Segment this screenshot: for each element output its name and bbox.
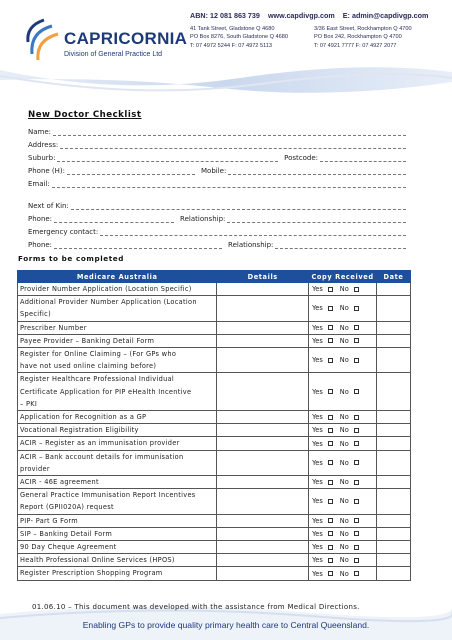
no-label: No [339,439,349,448]
date-cell[interactable] [377,567,411,580]
date-cell[interactable] [377,541,411,554]
date-cell[interactable] [377,514,411,527]
emergency-contact-row [28,224,408,236]
no-label: No [339,543,349,552]
office-gladstone-phone: T: 07 4972 5244 F: 07 4972 5113 [190,42,273,49]
form-name-line: SIP – Banking Detail Form [20,529,113,538]
date-cell[interactable] [377,373,411,411]
next-of-kin-label: Next of Kin: [28,202,69,210]
header-copy-received: Copy Received [309,271,377,283]
letterhead [0,0,452,96]
form-name-line: PIP- Part G Form [20,516,78,525]
form-name [18,489,217,514]
no-checkbox[interactable] [354,428,359,433]
yes-checkbox[interactable] [328,415,333,420]
yes-label: Yes [312,543,323,552]
date-cell[interactable] [377,437,411,450]
table-row [18,476,411,489]
form-name-line: 90 Day Cheque Agreement [20,543,117,552]
no-checkbox[interactable] [354,389,359,394]
details-cell[interactable] [217,476,309,489]
org-subtitle: Division of General Practice Ltd [64,51,163,58]
forms-heading: Forms to be completed [18,254,124,263]
table-row [18,411,411,424]
office-rockhampton-street: 3/36 East Street, Rockhampton Q 4700 [314,26,412,32]
email-row [28,176,408,188]
date-cell[interactable] [377,296,411,321]
form-name-line: Report (GPII020A) request [20,503,114,512]
copy-received-cell [309,450,377,475]
date-cell[interactable] [377,527,411,540]
suburb-row [28,150,408,162]
address-field[interactable] [60,142,406,149]
details-cell[interactable] [217,527,309,540]
footer-note: 01.06.10 – This document was developed with the assistance from Medical Directions. [32,603,360,611]
form-name-line: Health Professional Online Services (HPOS) [20,556,175,565]
details-cell[interactable] [217,321,309,334]
table-row [18,283,411,296]
no-label: No [339,304,349,313]
yes-label: Yes [312,556,323,565]
document-title: New Doctor Checklist [28,110,142,120]
office-gladstone-po: PO Box 8276, South Gladstone Q 4680 [190,34,288,41]
next-of-kin-row [28,198,408,210]
no-label: No [339,336,349,345]
footer-wave-graphic [0,592,452,640]
forms-table [17,270,411,581]
no-checkbox[interactable] [354,480,359,485]
date-cell[interactable] [377,554,411,567]
details-cell[interactable] [217,437,309,450]
no-checkbox[interactable] [354,531,359,536]
address-row [28,137,408,149]
yes-label: Yes [312,413,323,422]
form-name [18,450,217,475]
form-name-line: Certificate Application for PIP eHealth Incentive [20,387,192,396]
form-name [18,554,217,567]
form-name-line: provider [20,464,50,473]
copy-received-cell [309,424,377,437]
yes-label: Yes [312,323,323,332]
copy-received-cell [309,437,377,450]
form-name [18,373,217,411]
yes-checkbox[interactable] [328,499,333,504]
form-name [18,527,217,540]
table-row [18,489,411,514]
no-label: No [339,387,349,396]
table-header-row [18,271,411,283]
header-medicare-australia: Medicare Australia [18,271,217,283]
form-name [18,411,217,424]
yes-checkbox[interactable] [328,545,333,550]
form-name-line: Payee Provider – Banking Detail Form [20,336,155,345]
no-checkbox[interactable] [354,558,359,563]
website-link[interactable]: www.capdivgp.com [267,11,335,20]
table-row [18,514,411,527]
copy-received-cell [309,283,377,296]
phone-home-label: Phone (H): [28,167,65,175]
yes-label: Yes [312,356,323,365]
table-row [18,527,411,540]
office-gladstone-street: 41 Tank Street, Gladstone Q 4680 [190,26,275,32]
no-checkbox[interactable] [354,358,359,363]
form-name-line: Register Healthcare Professional Individual [20,375,175,384]
name-field[interactable] [53,129,406,136]
yes-checkbox[interactable] [328,428,333,433]
form-name-line: have not used online claiming before) [20,362,157,371]
header-details: Details [217,271,309,283]
phone-mobile-row [28,163,408,175]
table-row [18,321,411,334]
form-name [18,514,217,527]
no-checkbox[interactable] [354,415,359,420]
details-cell[interactable] [217,424,309,437]
table-row [18,348,411,373]
no-label: No [339,529,349,538]
form-name-line: ACIR - 46E agreement [20,478,99,487]
table-row [18,554,411,567]
date-cell[interactable] [377,348,411,373]
kin-phone-row [28,211,408,223]
no-checkbox[interactable] [354,499,359,504]
yes-checkbox[interactable] [328,571,333,576]
date-cell[interactable] [377,424,411,437]
form-name [18,296,217,321]
yes-checkbox[interactable] [328,518,333,523]
no-checkbox[interactable] [354,306,359,311]
header-date: Date [377,271,411,283]
emergency-phone-row [28,237,408,249]
details-cell[interactable] [217,283,309,296]
no-checkbox[interactable] [354,545,359,550]
yes-label: Yes [312,426,323,435]
yes-label: Yes [312,285,323,294]
details-cell[interactable] [217,450,309,475]
no-checkbox[interactable] [354,287,359,292]
no-checkbox[interactable] [354,325,359,330]
form-name-line: General Practice Immunisation Report Incentives [20,491,196,500]
date-cell[interactable] [377,489,411,514]
yes-checkbox[interactable] [328,287,333,292]
copy-received-cell [309,541,377,554]
yes-checkbox[interactable] [328,306,333,311]
emergency-contact-field[interactable] [100,229,406,236]
copy-received-cell [309,411,377,424]
yes-label: Yes [312,458,323,467]
form-name-line: Prescriber Number [20,323,87,332]
email-label: Email: [28,180,50,188]
form-name [18,567,217,580]
yes-label: Yes [312,387,323,396]
emergency-relationship-label: Relationship: [228,241,274,249]
no-label: No [339,323,349,332]
form-name [18,476,217,489]
yes-label: Yes [312,336,323,345]
yes-label: Yes [312,516,323,525]
office-rockhampton-phone: T: 07 4921 7777 F: 07 4927 2077 [314,42,397,49]
date-cell[interactable] [377,321,411,334]
no-label: No [339,516,349,525]
table-row [18,334,411,347]
form-name [18,283,217,296]
date-cell[interactable] [377,283,411,296]
form-name-line: ACIR – Register as an immunisation provider [20,439,180,448]
no-checkbox[interactable] [354,571,359,576]
form-name-line: Vocational Registration Eligibility [20,426,139,435]
form-name-line: Specific) [20,310,51,319]
table-row [18,373,411,411]
emergency-contact-label: Emergency contact: [28,228,99,236]
form-name [18,348,217,373]
copy-received-cell [309,489,377,514]
details-cell[interactable] [217,567,309,580]
no-label: No [339,413,349,422]
mobile-label: Mobile: [201,167,227,175]
no-label: No [339,458,349,467]
no-checkbox[interactable] [354,338,359,343]
contact-block [190,11,450,49]
office-rockhampton-po: PO Box 242, Rockhampton Q 4700 [314,34,402,41]
name-label: Name: [28,128,52,136]
kin-relationship-field[interactable] [227,216,406,223]
details-cell[interactable] [217,541,309,554]
yes-checkbox[interactable] [328,531,333,536]
form-name-line: Application for Recognition as a GP [20,413,147,422]
table-row [18,541,411,554]
table-row [18,424,411,437]
yes-label: Yes [312,304,323,313]
email-field[interactable] [52,181,406,188]
details-cell[interactable] [217,411,309,424]
suburb-label: Suburb: [28,154,56,162]
yes-checkbox[interactable] [328,358,333,363]
yes-label: Yes [312,529,323,538]
date-cell[interactable] [377,411,411,424]
yes-label: Yes [312,439,323,448]
copy-received-cell [309,334,377,347]
kin-phone-field[interactable] [54,216,174,223]
abn: ABN: 12 081 863 739 [190,11,260,20]
copy-received-cell [309,321,377,334]
form-name [18,437,217,450]
details-cell[interactable] [217,489,309,514]
date-cell[interactable] [377,450,411,475]
kin-phone-label: Phone: [28,215,53,223]
kin-relationship-label: Relationship: [180,215,226,223]
phone-home-field[interactable] [67,168,195,175]
header-wave-graphic [0,52,452,102]
form-name [18,321,217,334]
suburb-field[interactable] [57,155,278,162]
form-name-line: Provider Number Application (Location Specific) [20,285,192,293]
copy-received-cell [309,296,377,321]
copy-received-cell [309,514,377,527]
emergency-relationship-field[interactable] [275,242,406,249]
postcode-label: Postcode: [284,154,318,162]
details-cell[interactable] [217,334,309,347]
no-label: No [339,285,349,294]
yes-checkbox[interactable] [328,460,333,465]
no-label: No [339,356,349,365]
yes-checkbox[interactable] [328,441,333,446]
form-name [18,424,217,437]
emergency-phone-label: Phone: [28,241,53,249]
copy-received-cell [309,527,377,540]
form-name-line: Additional Provider Number Application (Location [20,298,197,307]
tagline: Enabling GPs to provide quality primary health care to Central Queensland. [82,620,370,630]
table-row [18,437,411,450]
yes-checkbox[interactable] [328,325,333,330]
office-rockhampton [314,25,412,50]
yes-label: Yes [312,478,323,487]
copy-received-cell [309,554,377,567]
emergency-phone-field[interactable] [54,242,222,249]
copy-received-cell [309,567,377,580]
yes-label: Yes [312,497,323,506]
table-row [18,296,411,321]
form-name-line: – PKI [20,399,38,408]
copy-received-cell [309,348,377,373]
next-of-kin-field[interactable] [71,203,406,210]
no-label: No [339,497,349,506]
no-checkbox[interactable] [354,518,359,523]
form-name [18,541,217,554]
office-gladstone [190,25,288,50]
details-cell[interactable] [217,514,309,527]
table-row [18,450,411,475]
details-cell[interactable] [217,373,309,411]
forms-table-body [18,283,411,581]
copy-received-cell [309,476,377,489]
copy-received-cell [309,373,377,411]
details-cell[interactable] [217,296,309,321]
yes-checkbox[interactable] [328,480,333,485]
org-name: CAPRICORNIA [64,29,188,48]
yes-checkbox[interactable] [328,558,333,563]
date-cell[interactable] [377,334,411,347]
address-label: Address: [28,141,59,149]
no-label: No [339,569,349,578]
no-label: No [339,426,349,435]
details-cell[interactable] [217,554,309,567]
no-checkbox[interactable] [354,460,359,465]
mobile-field[interactable] [228,168,406,175]
date-cell[interactable] [377,476,411,489]
name-row [28,124,408,136]
table-row [18,567,411,580]
yes-checkbox[interactable] [328,338,333,343]
postcode-field[interactable] [320,155,406,162]
email-link[interactable]: E: admin@capdivgp.com [342,11,429,20]
form-name-line: Register for Online Claiming – (For GPs who [20,350,177,359]
no-checkbox[interactable] [354,441,359,446]
no-label: No [339,478,349,487]
form-name-line: Register Prescription Shopping Program [20,569,163,578]
no-label: No [339,556,349,565]
yes-checkbox[interactable] [328,389,333,394]
form-name [18,334,217,347]
details-cell[interactable] [217,348,309,373]
yes-label: Yes [312,569,323,578]
form-name-line: ACIR – Bank account details for immunisation [20,452,184,461]
